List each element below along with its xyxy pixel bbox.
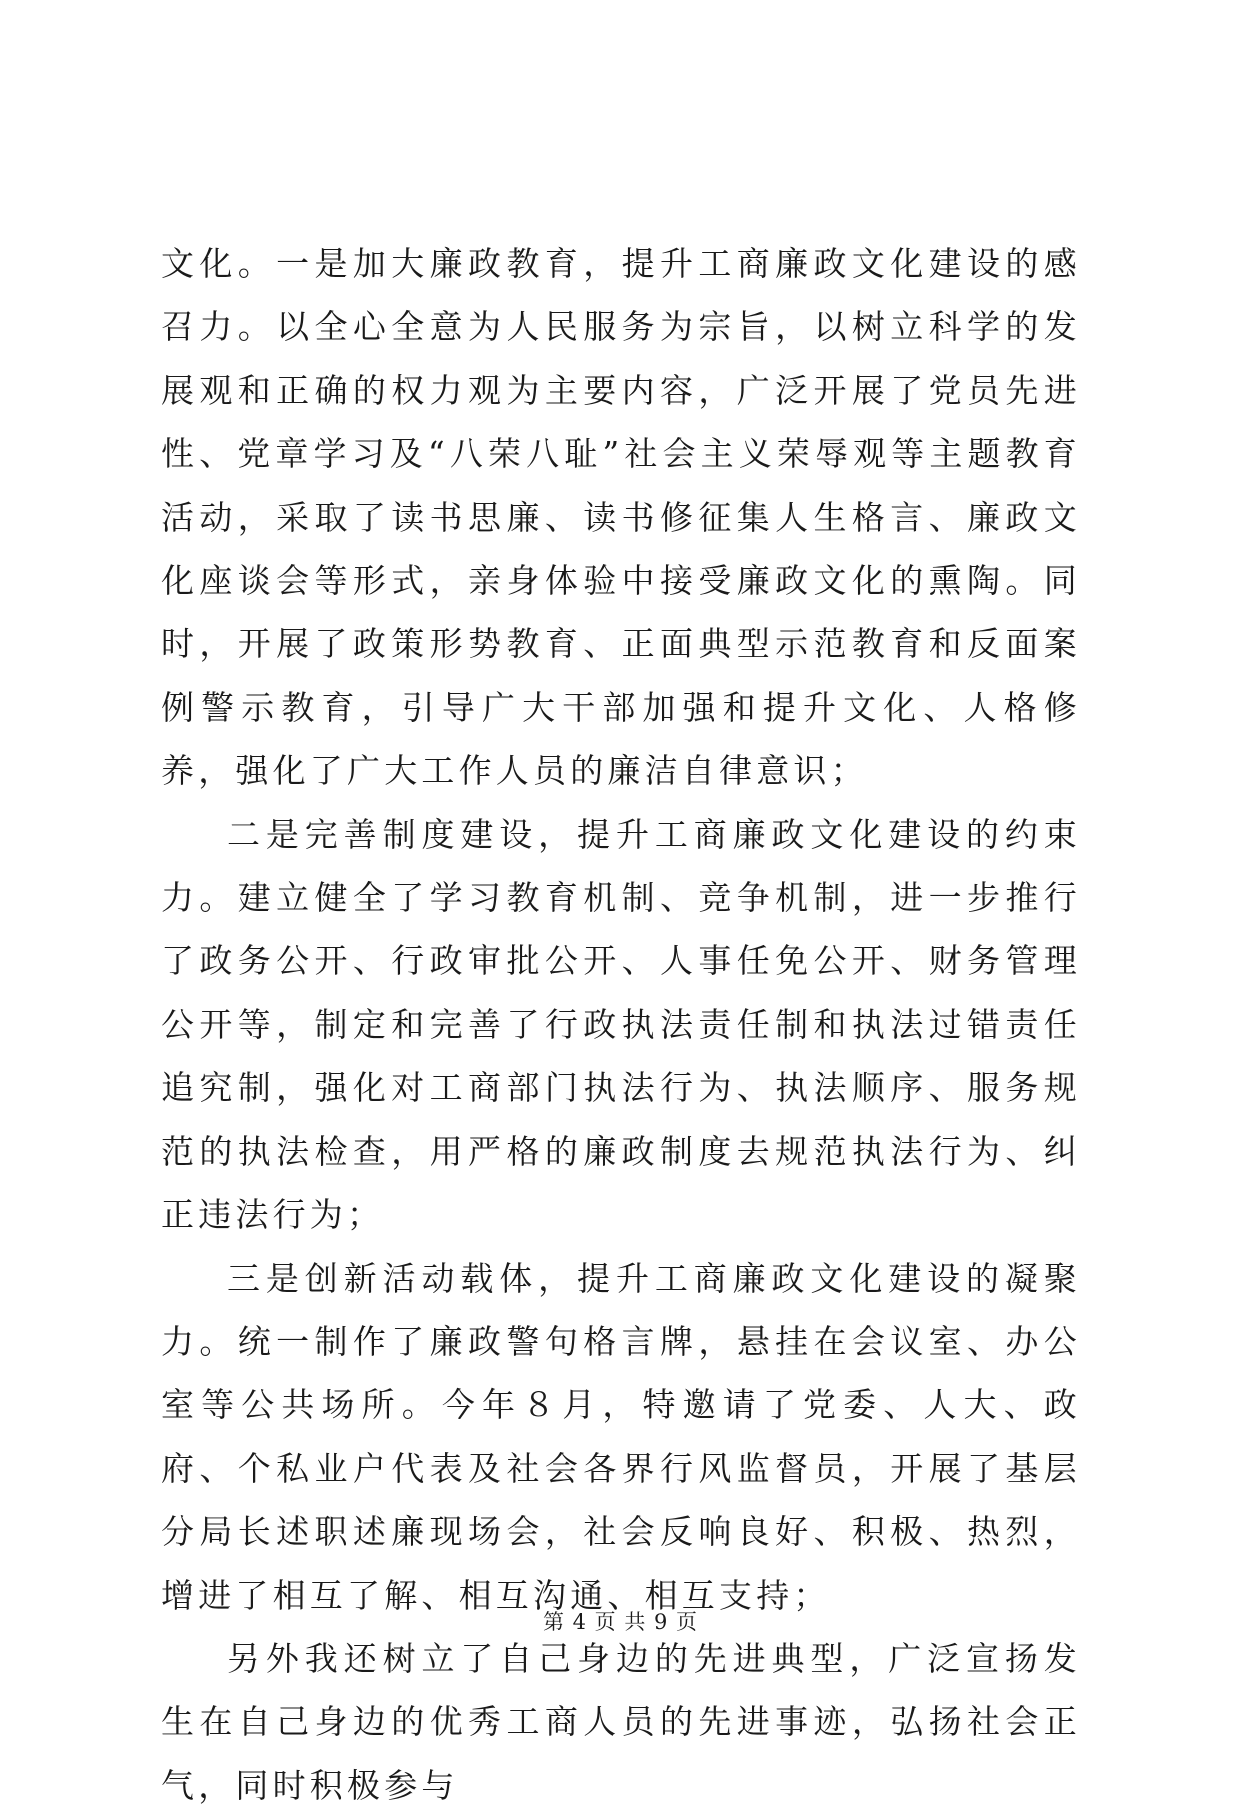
paragraph-activity-innovation: 三是创新活动载体，提升工商廉政文化建设的凝聚力。统一制作了廉政警句格言牌，悬挂在会议室、办公室等公共场所。今年８月，特邀请了党委、人大、政府、个私业户代表及社会各界行风监督员，开展了基层分局长述职述廉现场会，社会反响良好、积极、热烈，增进了相互了解、相互沟通、相互支持； bbox=[161, 1258, 1081, 1615]
body-text bbox=[161, 232, 1081, 1817]
paragraph-institution-building: 二是完善制度建设，提升工商廉政文化建设的约束力。建立健全了学习教育机制、竞争机制，进一步推行了政务公开、行政审批公开、人事任免公开、财务管理公开等，制定和完善了行政执法责任制和执法过错责任追究制，强化对工商部门执法行为、执法顺序、服务规范的执法检查，用严格的廉政制度去规范执法行为、纠正违法行为； bbox=[161, 814, 1081, 1235]
paragraph-continuation: 文化。一是加大廉政教育，提升工商廉政文化建设的感召力。以全心全意为人民服务为宗旨，以树立科学的发展观和正确的权力观为主要内容，广泛开展了党员先进性、党章学习及“八荣八耻”社会主义荣辱观等主题教育活动，采取了读书思廉、读书修征集人生格言、廉政文化座谈会等形式，亲身体验中接受廉政文化的熏陶。同时，开展了政策形势教育、正面典型示范教育和反面案例警示教育，引导广大干部加强和提升文化、人格修养，强化了广大工作人员的廉洁自律意识； bbox=[161, 244, 1081, 791]
page-number-label: 第 4 页 共 9 页 bbox=[542, 1610, 699, 1634]
paragraph-advanced-models: 另外我还树立了自己身边的先进典型，广泛宣扬发生在自己身边的优秀工商人员的先进事迹，弘扬社会正气，同时积极参与 bbox=[161, 1638, 1081, 1805]
page-footer bbox=[0, 1606, 1241, 1636]
